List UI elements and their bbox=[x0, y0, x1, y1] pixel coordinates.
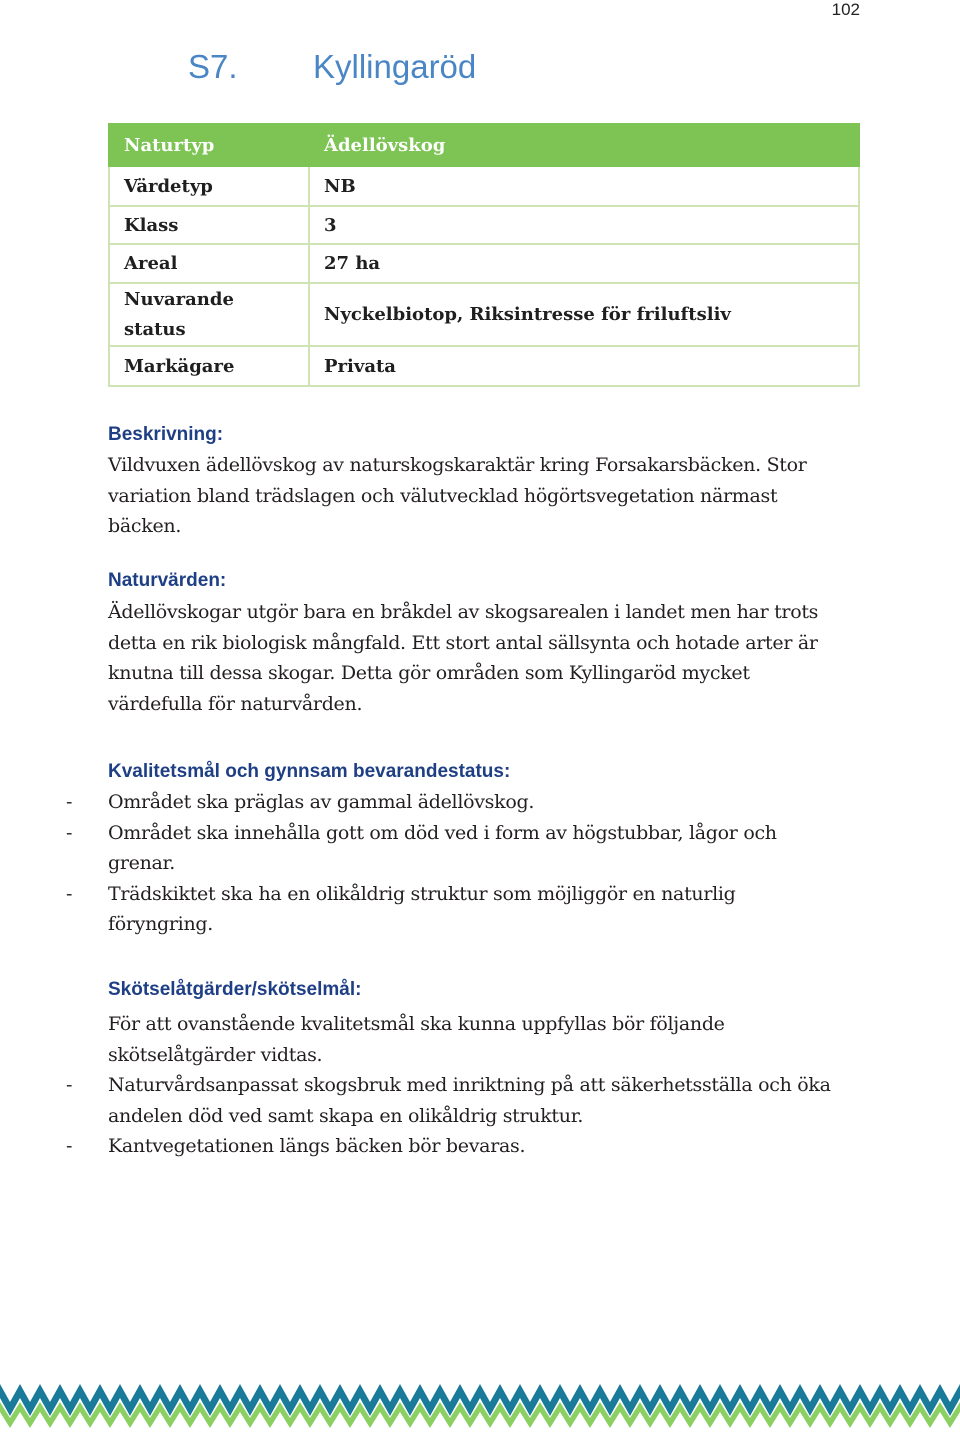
text-line: Kantvegetationen längs bäcken bör bevaras. bbox=[108, 1135, 526, 1157]
beskrivning-section bbox=[108, 420, 868, 542]
list-item bbox=[66, 879, 868, 940]
text-line: Naturvårdsanpassat skogsbruk med inriktning på att säkerhetsställa och öka bbox=[108, 1074, 831, 1096]
text-line: Ädellövskogar utgör bara en bråkdel av skogsarealen i landet men har trots bbox=[108, 601, 819, 623]
list-item bbox=[66, 818, 868, 879]
info-value-nuvarande-status: Nyckelbiotop, Riksintresse för friluftsliv bbox=[309, 283, 859, 346]
info-label-line: status bbox=[124, 318, 186, 340]
bullet-dash: - bbox=[66, 882, 73, 905]
text-line: Området ska präglas av gammal ädellövskog. bbox=[108, 791, 535, 813]
page-number: 102 bbox=[831, 0, 860, 19]
info-table-row bbox=[109, 346, 859, 386]
text-line: Vildvuxen ädellövskog av naturskogskaraktär kring Forsakarsbäcken. Stor bbox=[108, 454, 807, 476]
info-table bbox=[108, 123, 860, 387]
section-heading: Beskrivning: bbox=[108, 424, 224, 445]
text-line: variation bland trädslagen och välutvecklad högörtsvegetation närmast bbox=[108, 484, 778, 507]
info-label-naturtyp: Naturtyp bbox=[109, 124, 309, 166]
info-label-line: Nuvarande bbox=[124, 288, 234, 310]
info-label-klass: Klass bbox=[109, 206, 309, 244]
info-value-markagare: Privata bbox=[309, 346, 859, 386]
section-heading: Skötselåtgärder/skötselmål: bbox=[108, 979, 362, 1000]
info-label-areal: Areal bbox=[109, 244, 309, 283]
list-item bbox=[66, 787, 868, 818]
text-line: andelen död ved samt skapa en olikåldrig struktur. bbox=[108, 1104, 584, 1127]
section-code: S7. bbox=[188, 48, 238, 85]
info-label-vardetyp: Värdetyp bbox=[109, 166, 309, 206]
bullet-dash: - bbox=[66, 1074, 73, 1096]
text-line: värdefulla för naturvården. bbox=[108, 692, 363, 715]
skotsel-section bbox=[66, 975, 868, 1162]
text-line: Trädskiktet ska ha en olikåldrig struktur som möjliggör en naturlig bbox=[108, 882, 736, 905]
kvalitetsmal-list bbox=[66, 787, 868, 940]
info-value-naturtyp: Ädellövskog bbox=[309, 124, 859, 166]
info-value-vardetyp: NB bbox=[309, 166, 859, 206]
section-title: Kyllingaröd bbox=[313, 48, 477, 85]
info-label-markagare: Markägare bbox=[109, 346, 309, 386]
info-table-row bbox=[109, 244, 859, 283]
info-value-areal: 27 ha bbox=[309, 244, 859, 283]
list-item bbox=[66, 1131, 868, 1162]
info-table-row bbox=[109, 166, 859, 206]
list-item bbox=[66, 1070, 868, 1131]
text-line: knutna till dessa skogar. Detta gör områden som Kyllingaröd mycket bbox=[108, 662, 750, 684]
naturvarden-section bbox=[108, 566, 868, 719]
skotsel-list bbox=[66, 1070, 868, 1162]
beskrivning-text bbox=[108, 450, 868, 542]
bullet-dash: - bbox=[66, 1135, 73, 1157]
text-line: För att ovanstående kvalitetsmål ska kunna uppfyllas bör följande bbox=[108, 1013, 725, 1035]
section-heading: Kvalitetsmål och gynnsam bevarandestatus: bbox=[108, 761, 511, 782]
text-line: bäcken. bbox=[108, 515, 182, 537]
text-line: skötselåtgärder vidtas. bbox=[108, 1043, 323, 1066]
info-table-header-row bbox=[109, 124, 859, 166]
bullet-dash: - bbox=[66, 791, 73, 813]
info-table-row bbox=[109, 206, 859, 244]
skotsel-intro bbox=[108, 1009, 868, 1070]
info-value-klass: 3 bbox=[309, 206, 859, 244]
kvalitetsmal-section bbox=[66, 757, 868, 940]
text-line: Området ska innehålla gott om död ved i form av högstubbar, lågor och bbox=[108, 821, 777, 844]
info-table-row bbox=[109, 283, 859, 346]
bullet-dash: - bbox=[66, 821, 73, 844]
page-title bbox=[188, 48, 476, 86]
info-label-nuvarande-status bbox=[109, 283, 309, 346]
text-line: detta en rik biologisk mångfald. Ett stort antal sällsynta och hotade arter är bbox=[108, 631, 818, 654]
naturvarden-text bbox=[108, 597, 868, 719]
section-heading: Naturvärden: bbox=[108, 570, 227, 591]
footer-wave-light bbox=[0, 1402, 960, 1428]
text-line: grenar. bbox=[108, 852, 175, 874]
footer-wave-decoration bbox=[0, 1376, 960, 1432]
text-line: föryngring. bbox=[108, 913, 213, 935]
